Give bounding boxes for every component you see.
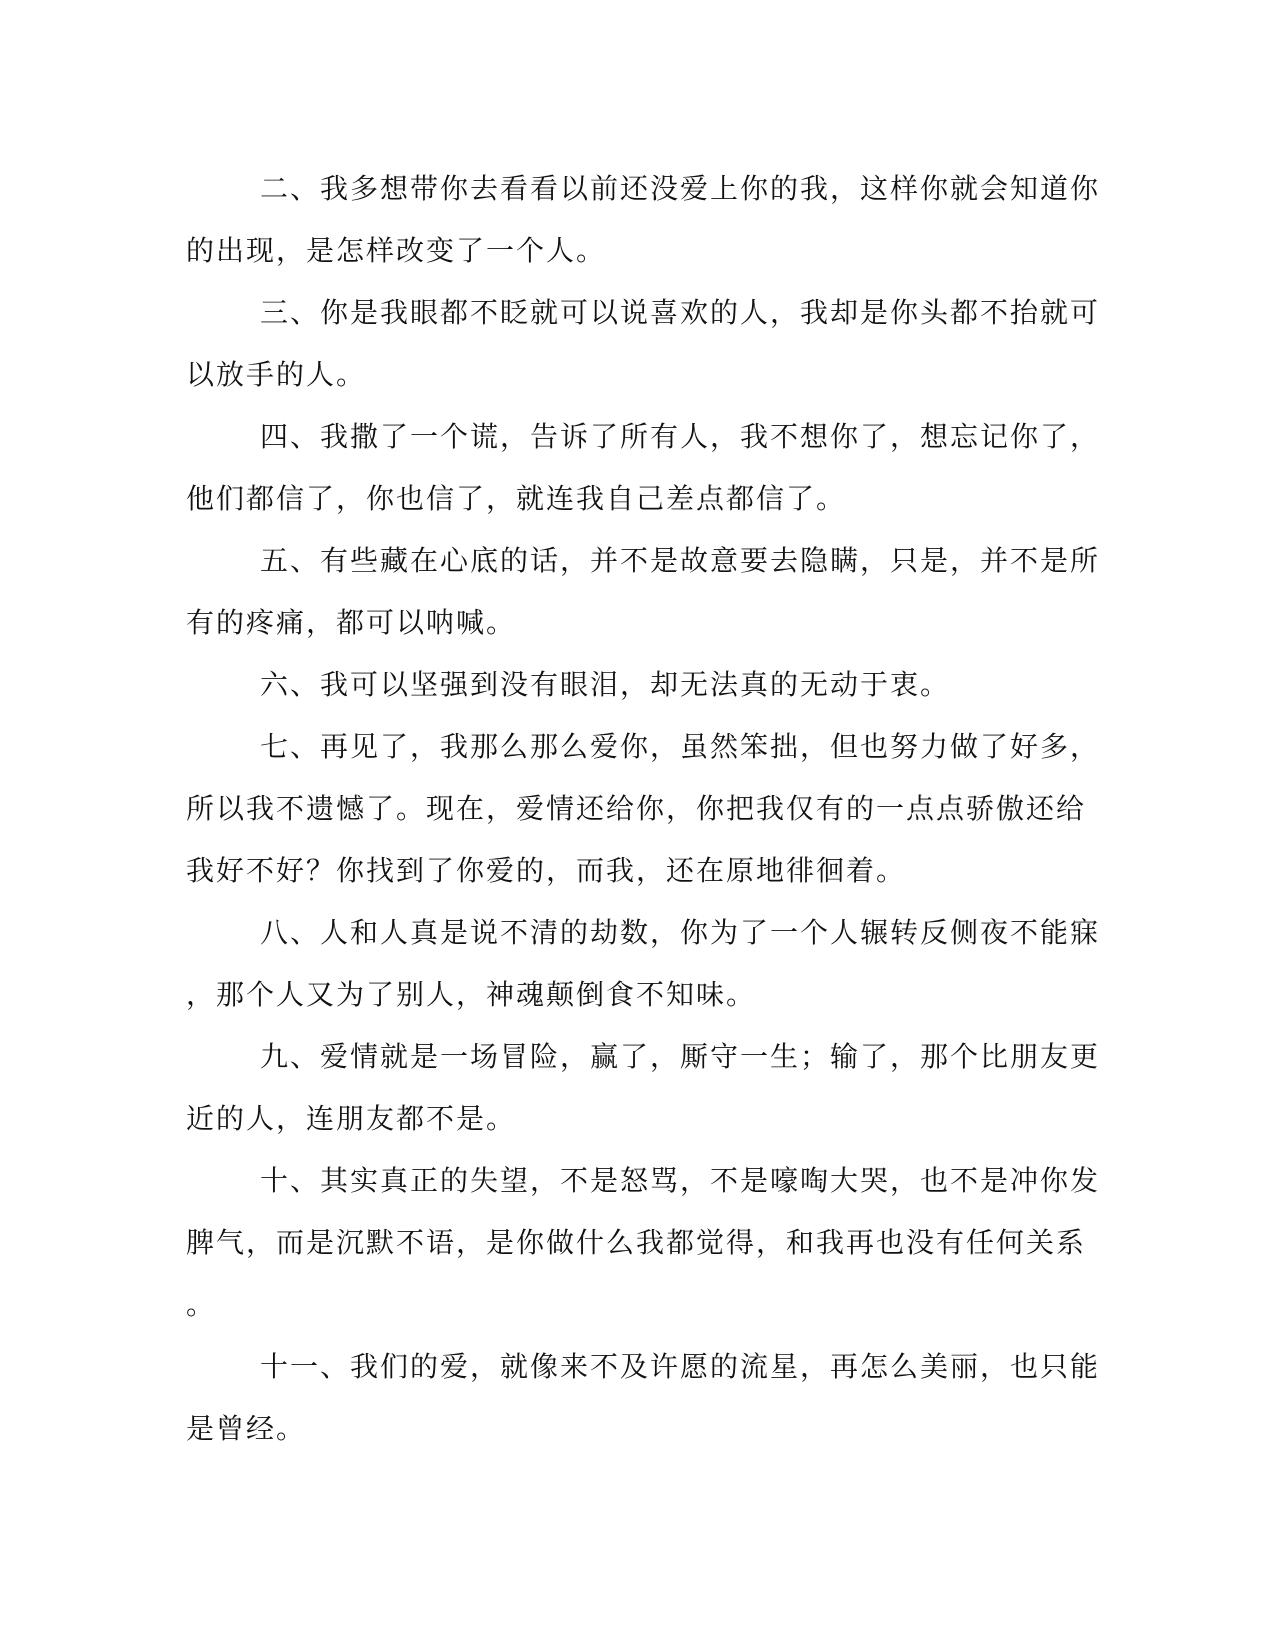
paragraph-line: 十一、我们的爱，就像来不及许愿的流星，再怎么美丽，也只能 [260,1350,1101,1383]
paragraph-line: 三、你是我眼都不眨就可以说喜欢的人，我却是你头都不抬就可 [260,296,1101,329]
paragraph-line: 他们都信了，你也信了，就连我自己差点都信了。 [186,482,847,515]
paragraph-line: 二、我多想带你去看看以前还没爱上你的我，这样你就会知道你 [260,172,1101,205]
paragraph-line: 以放手的人。 [186,358,367,391]
paragraph-line: 脾气，而是沉默不语，是你做什么我都觉得，和我再也没有任何关系 [186,1226,1087,1259]
paragraph-11 [186,1336,1101,1460]
paragraph-line: 六、我可以坚强到没有眼泪，却无法真的无动于衷。 [260,668,951,701]
paragraph-line: 所以我不遗憾了。现在，爱情还给你，你把我仅有的一点点骄傲还给 [186,792,1087,825]
paragraph-3 [186,282,1101,406]
paragraph-line: 近的人，连朋友都不是。 [186,1102,517,1135]
paragraph-line: 我好不好？你找到了你爱的，而我，还在原地徘徊着。 [186,854,907,887]
paragraph-7 [186,716,1101,902]
paragraph-line: 九、爱情就是一场冒险，赢了，厮守一生；输了，那个比朋友更 [260,1040,1101,1073]
paragraph-line: 五、有些藏在心底的话，并不是故意要去隐瞒，只是，并不是所 [260,544,1101,577]
paragraph-line: 七、再见了，我那么那么爱你，虽然笨拙，但也努力做了好多， [260,730,1101,763]
paragraph-line: 。 [186,1288,217,1321]
paragraph-line: 八、人和人真是说不清的劫数，你为了一个人辗转反侧夜不能寐 [260,916,1101,949]
paragraph-line: 的出现，是怎样改变了一个人。 [186,234,607,267]
paragraph-6 [186,654,1068,716]
document-body [186,158,1101,1460]
paragraph-line: 是曾经。 [186,1412,307,1445]
paragraph-5 [186,530,1101,654]
paragraph-line: 十、其实真正的失望，不是怒骂，不是嚎啕大哭，也不是冲你发 [260,1164,1101,1197]
paragraph-4 [186,406,1101,530]
paragraph-line: 四、我撒了一个谎，告诉了所有人，我不想你了，想忘记你了， [260,420,1101,453]
paragraph-2 [186,158,1101,282]
paragraph-10 [186,1150,1101,1336]
paragraph-9 [186,1026,1101,1150]
paragraph-8 [186,902,1101,1026]
paragraph-line: ，那个人又为了别人，神魂颠倒食不知味。 [186,978,757,1011]
paragraph-line: 有的疼痛，都可以呐喊。 [186,606,517,639]
